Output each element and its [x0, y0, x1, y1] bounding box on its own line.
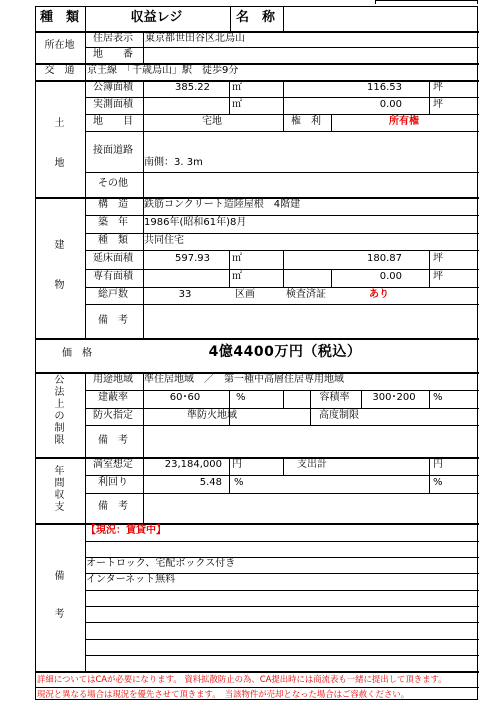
rule — [85, 523, 86, 671]
pct-1: % — [236, 392, 246, 403]
yoto-value: 準住居地域 ／ 第一種中高層住居専用地域 — [144, 374, 344, 385]
rule — [85, 233, 479, 234]
boka-label: 防火指定 — [93, 410, 133, 421]
chiku-label: 築 年 — [98, 217, 128, 228]
senyu-tsubo: 0.00 — [379, 271, 402, 282]
remarks-line-3: インターネット無料 — [86, 574, 176, 585]
rule — [429, 80, 430, 114]
rule — [85, 131, 479, 132]
kozo-value: 鉄筋コンクリート造陸屋根 4階建 — [144, 199, 301, 210]
kenpei-label: 建蔽率 — [98, 392, 128, 403]
footer-line-1: 詳細についてはCAが必要になります。 資料拡散防止の為、CA提出時には商流表も一緒に提出して頂きます。 — [37, 674, 447, 684]
rule — [429, 390, 430, 408]
yen-1: 円 — [232, 459, 242, 470]
jusho-value: 東京都世田谷区北烏山 — [145, 33, 245, 44]
land-side-1: 土 — [54, 118, 65, 129]
rule — [36, 338, 479, 340]
bldg-side-2: 物 — [54, 280, 65, 291]
rule — [85, 655, 479, 656]
meisho-label: 名 称 — [235, 10, 275, 25]
rule — [85, 475, 479, 476]
rule — [85, 639, 479, 640]
price-value: 4億4400万円（税込） — [208, 344, 362, 360]
chiban-label: 地 番 — [93, 49, 133, 60]
rule — [85, 250, 479, 251]
law-side — [35, 375, 84, 447]
mansitsu-value: 23,184,000 — [164, 459, 222, 470]
bldg-side-1: 建 — [54, 240, 65, 251]
rule — [143, 31, 144, 63]
rule — [85, 606, 479, 607]
rule — [85, 408, 479, 409]
rule — [229, 80, 230, 114]
rule — [85, 287, 479, 288]
top-stub — [375, 0, 478, 4]
other-label: その他 — [98, 178, 128, 189]
remarks-line-1: 【現況：賃貸中】 — [86, 525, 166, 536]
unit-m2: ㎡ — [232, 99, 242, 110]
jusho-label: 住居表示 — [93, 33, 133, 44]
income-biko-label: 備 考 — [98, 501, 128, 512]
senyu-label: 専有面積 — [93, 271, 133, 282]
kodo-label: 高度制限 — [319, 410, 359, 421]
kensa-value: あり — [369, 289, 389, 300]
location-label: 所在地 — [44, 40, 75, 51]
shurui-value: 収益レジ — [130, 10, 183, 25]
shurui-label: 種 類 — [39, 10, 79, 25]
rimawari-label: 利回り — [98, 477, 128, 488]
kenri-label: 権 利 — [291, 116, 321, 127]
rule — [85, 493, 479, 494]
unit-m2: ㎡ — [232, 82, 242, 93]
footer-line-2: 現況と異なる場合は現況を優先させて頂きます。 当該物件が売却となった場合はご容赦ください。 — [37, 689, 410, 699]
rule — [85, 590, 479, 591]
rule — [85, 390, 479, 391]
chimoku-label: 地 目 — [93, 116, 133, 127]
rule — [283, 390, 284, 408]
chiku-value: 1986年(昭和61年)8月 — [144, 217, 247, 228]
rule — [85, 622, 479, 623]
rule — [85, 541, 479, 542]
income-side — [35, 466, 84, 514]
income-char: 間 — [54, 478, 65, 489]
law-char: 制 — [54, 423, 65, 434]
yen-2: 円 — [433, 459, 443, 470]
soko-label: 総戸数 — [98, 289, 128, 300]
law-char: 限 — [54, 435, 65, 446]
rule — [85, 269, 479, 270]
rule — [429, 457, 430, 493]
rule — [429, 250, 430, 287]
bldg-biko-label: 備 考 — [98, 315, 128, 326]
law-char: 法 — [54, 387, 65, 398]
nobe-tsubo: 180.87 — [367, 253, 402, 264]
unit-m2: ㎡ — [232, 271, 242, 282]
rule — [283, 7, 284, 31]
boka-value: 準防火地域 — [187, 410, 237, 421]
law-char: の — [54, 411, 65, 422]
unit-tsubo: 坪 — [433, 271, 443, 282]
transport-label: 交 通 — [44, 65, 75, 76]
price-label: 価 格 — [62, 348, 92, 359]
yoto-label: 用途地域 — [93, 374, 133, 385]
yoseki-label: 容積率 — [319, 392, 350, 403]
jissoku-tsubo: 0.00 — [379, 99, 402, 110]
remarks-line-2: オートロック、宅配ボックス付き — [86, 558, 236, 569]
rule — [85, 97, 479, 98]
yoseki-value: 300･200 — [372, 392, 416, 403]
bldg-shurui-value: 共同住宅 — [144, 235, 184, 246]
rule — [85, 114, 479, 115]
kozo-label: 構 造 — [98, 199, 128, 210]
kenpei-value: 60･60 — [169, 392, 201, 403]
rule — [85, 304, 479, 305]
pct-4: % — [433, 477, 443, 488]
income-char: 収 — [54, 490, 65, 501]
kobo-m2: 385.22 — [175, 82, 210, 93]
unit-m2: ㎡ — [232, 253, 242, 264]
transport-value: 京王線 「千歳烏山」駅 徒歩9分 — [87, 65, 239, 76]
setsudo-label: 接面道路 — [93, 145, 133, 156]
shishutsu-label: 支出計 — [297, 459, 327, 470]
kobo-label: 公簿面積 — [93, 82, 133, 93]
rule — [229, 250, 230, 287]
rule — [143, 80, 144, 197]
setsudo-value: 南側：3. 3m — [144, 157, 203, 168]
jissoku-label: 実測面積 — [93, 99, 133, 110]
income-char: 支 — [54, 502, 65, 513]
kensa-label: 検査済証 — [286, 289, 326, 300]
rule — [85, 215, 479, 216]
remarks-side-2: 考 — [54, 609, 65, 620]
pct-2: % — [433, 392, 443, 403]
rule — [229, 457, 230, 493]
law-char: 公 — [54, 375, 65, 386]
law-char: 上 — [54, 399, 65, 410]
remarks-side-1: 備 — [54, 571, 65, 582]
rule — [85, 47, 479, 48]
kenri-value: 所有権 — [389, 116, 419, 127]
mansitsu-label: 満室想定 — [93, 459, 133, 470]
income-char: 年 — [54, 466, 65, 477]
chimoku-value: 宅地 — [202, 116, 222, 127]
kobo-tsubo: 116.53 — [367, 82, 402, 93]
land-side-2: 地 — [54, 158, 65, 169]
rule — [85, 425, 479, 426]
bldg-shurui-label: 種 類 — [98, 235, 128, 246]
nobe-label: 延床面積 — [93, 253, 133, 264]
unit-tsubo: 坪 — [433, 82, 443, 93]
rule — [85, 172, 479, 173]
pct-3: % — [234, 477, 244, 488]
soko-value: 33 — [178, 289, 192, 300]
kukaku-label: 区画 — [235, 289, 255, 300]
rimawari-value: 5.48 — [199, 477, 222, 488]
nobe-m2: 597.93 — [175, 253, 210, 264]
unit-tsubo: 坪 — [433, 253, 443, 264]
unit-tsubo: 坪 — [433, 99, 443, 110]
law-biko-label: 備 考 — [98, 435, 128, 446]
